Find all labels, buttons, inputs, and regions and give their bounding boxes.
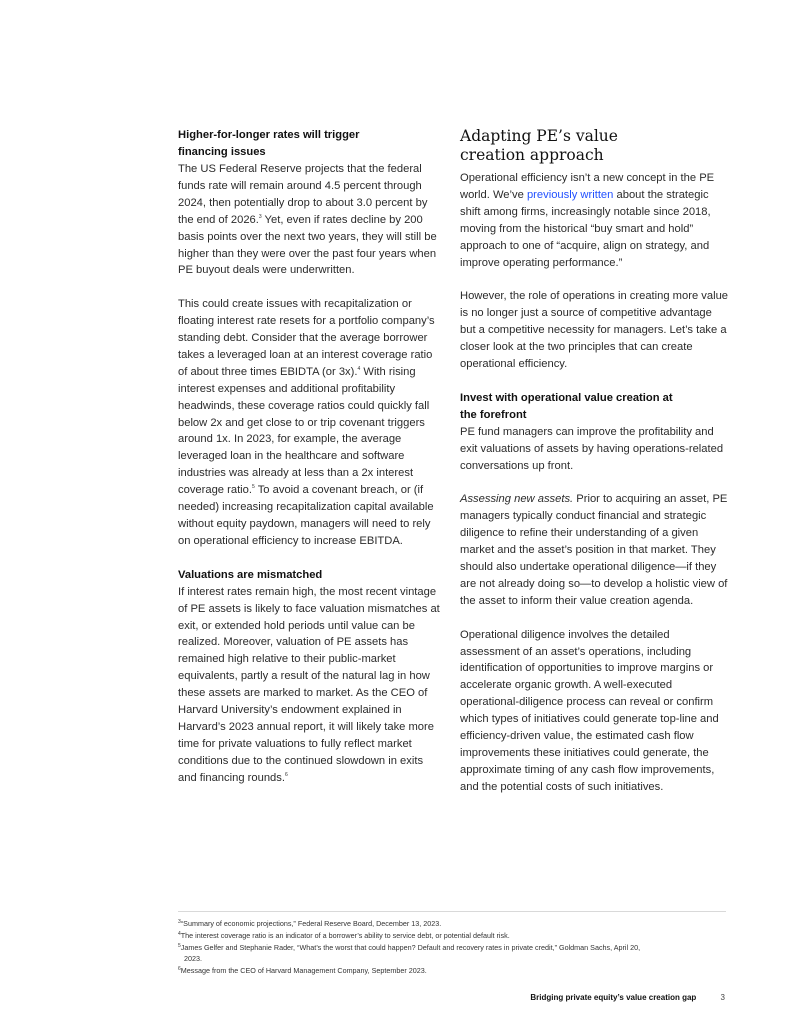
paragraph-operational-efficiency: Operational efficiency isn’t a new concept in the PE world. We’ve previously written about the strategic shift among firms, increasingly notable since 2018, moving from the historical “buy smart and hold” approach to one of “acquire, align on strategy, and improve operating performance.” xyxy=(460,172,715,269)
paragraph-valuations: If interest rates remain high, the most recent vintage of PE assets is likely to face valuation mismatches at exit, or extended hold periods until value can be realized. Moreover, valuation of PE assets has remained high relative to their public-market equivalents, partly a result of the natural lag in how these assets are marked to market. As the CEO of Harvard University’s endowment explained in Harvard’s 2023 annual report, it will likely take more time for private valuations to fully reflect market conditions due to the continued slowdown in exits and financing rounds.$^6$ xyxy=(178,585,440,784)
footnote-3: $^3$“Summary of economic projections,” Federal Reserve Board, December 13, 2023. xyxy=(178,919,442,928)
previously-written-link[interactable]: previously written xyxy=(526,188,614,201)
left-column xyxy=(178,127,442,787)
footnotes xyxy=(178,917,726,976)
footnote-divider xyxy=(178,911,726,912)
paragraph-role-of-operations: However, the role of operations in creating more value is no longer just a source of competitive advantage but a competitive necessity for managers. Let’s take a closer look at the two principles that can create operational efficiency. xyxy=(460,290,729,370)
footer-title: Bridging private equity’s value creation gap xyxy=(530,993,697,1002)
footnote-5: $^5$James Gelfer and Stephanie Rader, “What’s the worst that could happen? Default and recovery rates in private credit,” Goldman Sachs, April 20, xyxy=(178,943,641,953)
footnote-ref[interactable]: 4 xyxy=(357,365,361,372)
paragraph-fed-projection: The US Federal Reserve projects that the federal funds rate will remain around 4.5 percent through 2024, then potentially drop to about 3.0 percent by the end of 2026.$^3$ Yet, even if rates decline by 200 basis points over the next two years, they will still be higher than they were over the past four years when PE buyout deals were underwritten. xyxy=(178,163,437,277)
section-heading-financing: Higher-for-longer rates will trigger financing issues xyxy=(178,129,360,158)
subheading-invest-operational: Invest with operational value creation at the forefront xyxy=(460,391,673,421)
footnote-6: $^6$Message from the CEO of Harvard Management Company, September 2023. xyxy=(178,965,427,975)
page-footer xyxy=(530,993,725,1002)
paragraph-fund-managers: PE fund managers can improve the profitability and exit valuations of assets by having operations-related conversations up front. xyxy=(460,425,724,472)
paragraph-assessing-new-assets: Assessing new assets. Prior to acquiring an asset, PE managers typically conduct financial and strategic diligence to refine their understanding of a given market and the asset’s position in that market. They should also undertake operational diligence—if they are not already doing so—to develop a holistic view of the asset to inform their value creation agenda. xyxy=(460,493,728,607)
paragraph-operational-diligence: Operational diligence involves the detailed assessment of an asset’s operations, including identification of opportunities to improve margins or accelerate organic growth. A well-executed operational-diligence process can reveal or confirm which types of initiatives could generate top-line and efficiency-driven value, the estimated cash flow improvements these initiatives could generate, the approximate timing of any cash flow improvements, and the potential costs of such initiatives. xyxy=(460,628,719,793)
footnote-ref[interactable]: 5 xyxy=(252,484,255,491)
footnote-ref[interactable]: 3 xyxy=(258,213,262,220)
paragraph-recapitalization: This could create issues with recapitalization or floating interest rate resets for a portfolio company’s standing debt. Consider that the average borrower takes a leveraged loan at an interest coverage ratio of about three times EBIDTA (or 3x).$^4$ With rising interest expenses and additional profitability headwinds, these coverage ratios could quickly fall below 2x and get close to or trip covenant triggers around 1x. In 2023, for example, the average leveraged loan in the healthcare and software industries was already at less than a 2x interest coverage ratio.$^5$ To avoid a covenant breach, or (if needed) increasing recapitalization capital available without equity paydown, managers will need to rely on operational efficiency to increase EBITDA. xyxy=(178,298,435,547)
section-heading-valuations: Valuations are mismatched xyxy=(178,568,323,581)
footnote-ref[interactable]: 6 xyxy=(284,771,288,778)
section-title-adapting: Adapting PE’s value creation approach xyxy=(460,127,618,164)
page-number: 3 xyxy=(720,993,725,1002)
footnote-5-continued: 2023. xyxy=(184,953,202,963)
right-column xyxy=(460,127,730,796)
footnote-4: $^4$The interest coverage ratio is an indicator of a borrower’s ability to service debt, or potential default risk. xyxy=(178,931,510,941)
